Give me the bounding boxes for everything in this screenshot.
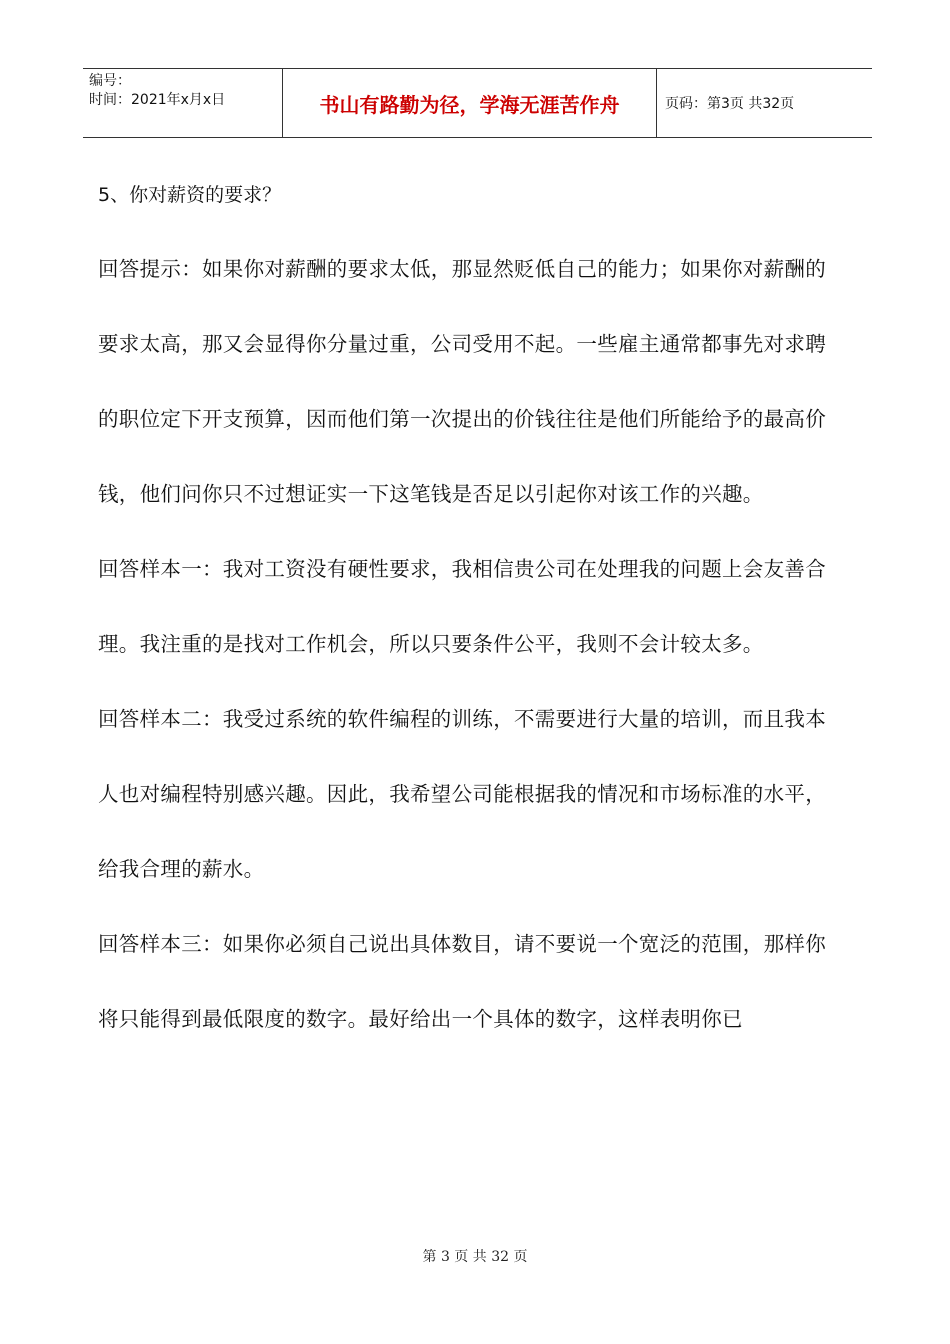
question-heading: 5、你对薪资的要求？	[98, 184, 282, 206]
page-footer: 第 3 页 共 32 页	[422, 1249, 528, 1265]
header-meta	[83, 69, 283, 137]
number-label: 编号：	[89, 73, 131, 89]
time-label: 时间：2021年x月x日	[89, 92, 226, 108]
paragraph-sample-two: 回答样本二：我受过系统的软件编程的训练，不需要进行大量的培训，而且我本人也对编程特别感兴趣。因此，我希望公司能根据我的情况和市场标准的水平，给我合理的薪水。	[98, 707, 826, 881]
document-body	[98, 158, 838, 1057]
header-motto: 书山有路勤为径，学海无涯苦作舟	[283, 69, 657, 137]
page-header	[83, 68, 872, 138]
header-page-info: 页码：第3页 共32页	[665, 96, 795, 112]
paragraph-sample-one: 回答样本一：我对工资没有硬性要求，我相信贵公司在处理我的问题上会友善合理。我注重的是找对工作机会，所以只要条件公平，我则不会计较太多。	[98, 557, 826, 656]
paragraph-sample-three: 回答样本三：如果你必须自己说出具体数目，请不要说一个宽泛的范围，那样你将只能得到最低限度的数字。最好给出一个具体的数字，这样表明你已	[98, 932, 826, 1031]
paragraph-hint: 回答提示：如果你对薪酬的要求太低，那显然贬低自己的能力；如果你对薪酬的要求太高，那又会显得你分量过重，公司受用不起。一些雇主通常都事先对求聘的职位定下开支预算，因而他们第一次提出的价钱往往是他们所能给予的最高价钱，他们问你只不过想证实一下这笔钱是否足以引起你对该工作的兴趣。	[98, 257, 826, 506]
